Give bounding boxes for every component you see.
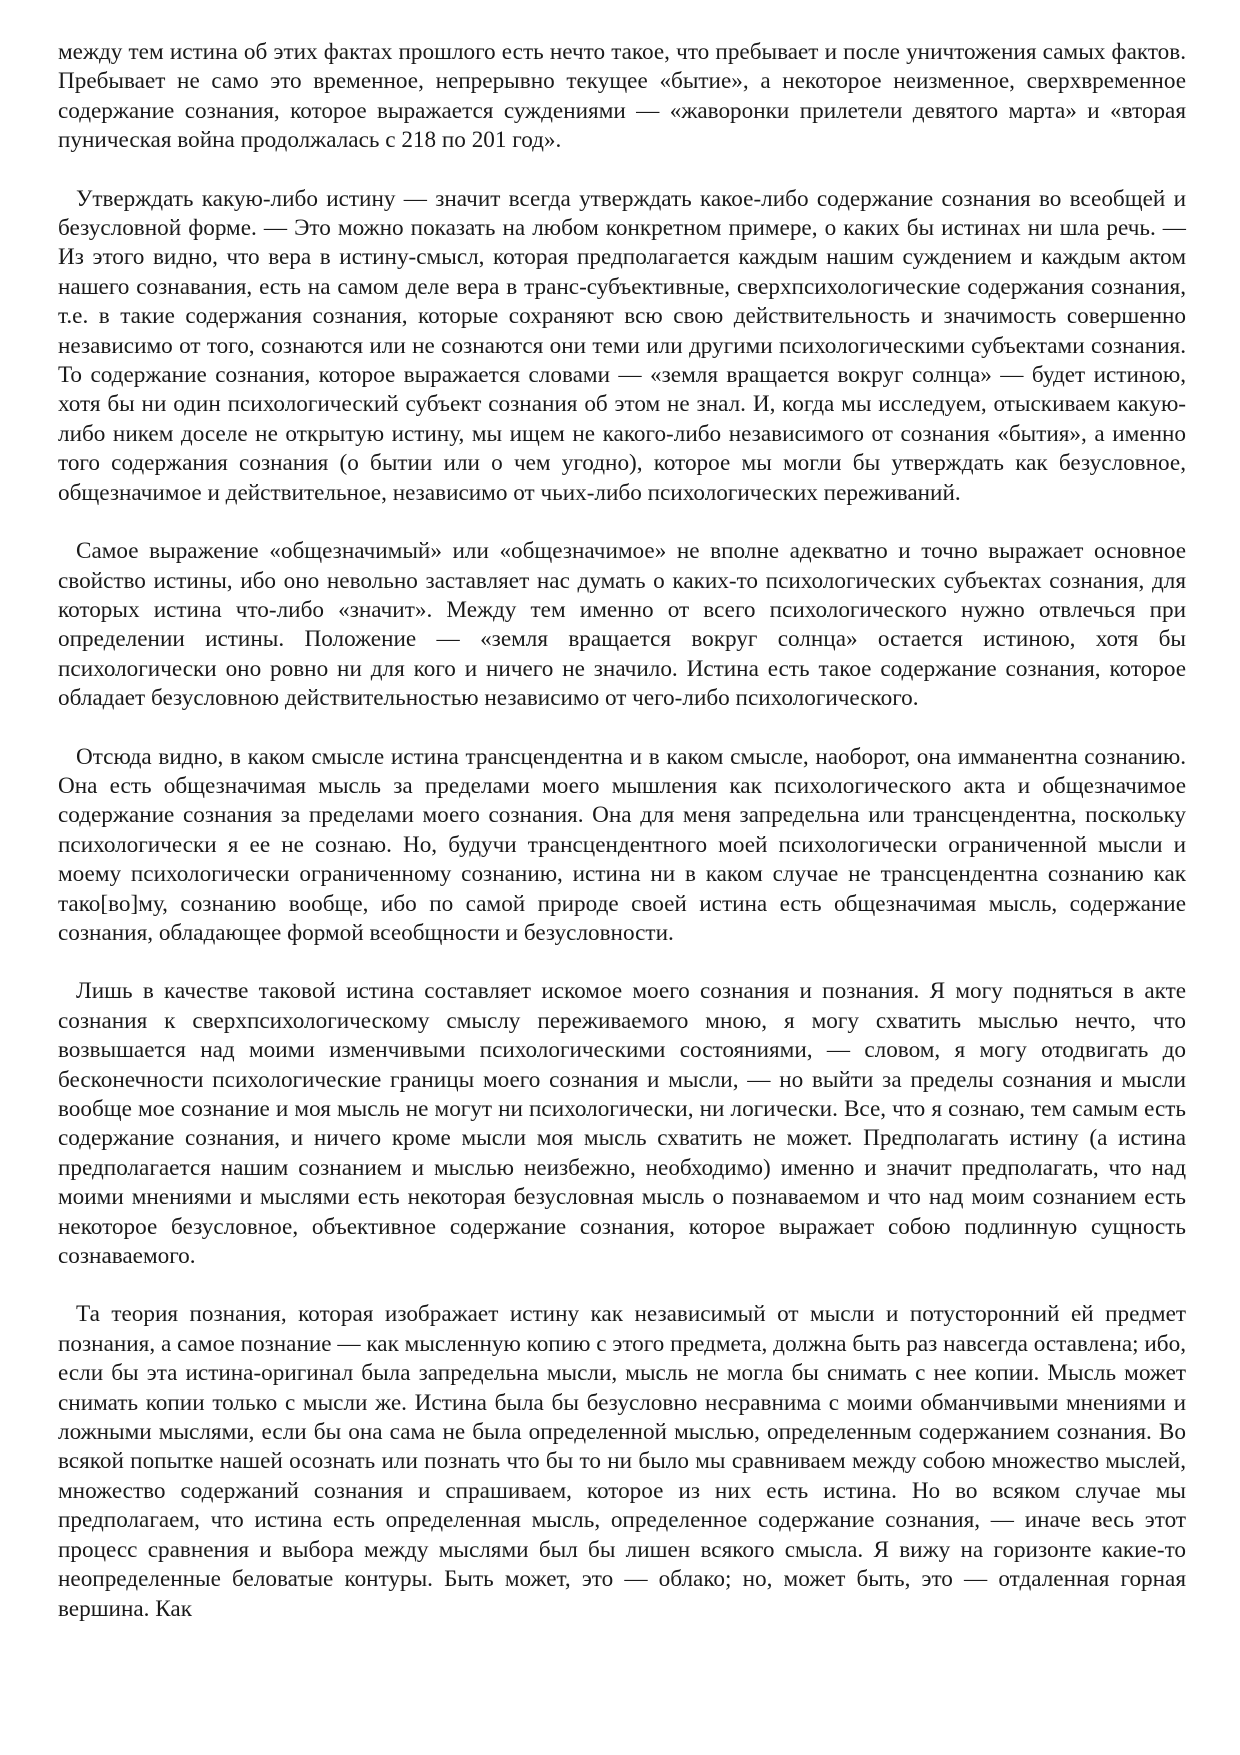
paragraph-3: Самое выражение «общезначимый» или «общезначимое» не вполне адекватно и точно выражает основное свойство истины, ибо оно невольно заставляет нас думать о каких-то психологических субъектах сознания, для которых истина что-либо «значит». Между тем именно от всего психологического нужно отвлечься при определении истины. Положение — «земля вращается вокруг солнца» остается истиною, хотя бы психологически оно ровно ни для кого и ничего не значило. Истина есть такое содержание сознания, которое обладает безусловною действительностью независимо от чего-либо психологического. (58, 538, 1186, 712)
paragraph-5: Лишь в качестве таковой истина составляет искомое моего сознания и познания. Я могу подняться в акте сознания к сверхпсихологическому смыслу переживаемого мною, я могу схватить мыслью нечто, что возвышается над моими изменчивыми психологическими состояниями, — словом, я могу отодвигать до бесконечности психологические границы моего сознания и мысли, — но выйти за пределы сознания и мысли вообще мое сознание и моя мысль не могут ни психологически, ни логически. Все, что я сознаю, тем самым есть содержание сознания, и ничего кроме мысли моя мысль схватить не может. Предполагать истину (а истина предполагается нашим сознанием и мыслью неизбежно, необходимо) именно и значит предполагать, что над моими мнениями и мыслями есть некоторая безусловная мысль о познаваемом и что над моим сознанием есть некоторое безусловное, объективное содержание сознания, которое выражает собою подлинную сущность сознаваемого. (58, 978, 1186, 1270)
paragraph-1: между тем истина об этих фактах прошлого есть нечто такое, что пребывает и после уничтожения самых фактов. Пребывает не само это временное, непрерывно текущее «бытие», а некоторое неизменное, сверхвременное содержание сознания, которое выражается суждениями — «жаворонки прилетели девятого марта» и «вторая пуническая война продолжалась с 218 по 201 год». (58, 39, 1186, 154)
paragraph-4: Отсюда видно, в каком смысле истина трансцендентна и в каком смысле, наоборот, она имманентна сознанию. Она есть общезначимая мысль за пределами моего мышления как психологического акта и общезначимое содержание сознания за пределами моего сознания. Она для меня запредельна или трансцендентна, поскольку психологически я ее не сознаю. Но, будучи трансцендентного моей психологически ограниченной мысли и моему психологически ограниченному сознанию, истина ни в каком случае не трансцендентна сознанию как тако[во]му, сознанию вообще, ибо по самой природе своей истина есть общезначимая мысль, содержание сознания, обладающее формой всеобщности и безусловности. (58, 743, 1186, 946)
paragraph-6: Та теория познания, которая изображает истину как независимый от мысли и потусторонний ей предмет познания, а самое познание — как мысленную копию с этого предмета, должна быть раз навсегда оставлена; ибо, если бы эта истина-оригинал была запредельна мысли, мысль не могла бы снимать с нее копии. Мысль может снимать копии только с мысли же. Истина была бы безусловно несравнима с моими обманчивыми мнениями и ложными мыслями, если бы она сама не была определенной мыслью, определенным содержанием сознания. Во всякой попытке нашей осознать или познать что бы то ни было мы сравниваем между собою множество мыслей, множество содержаний сознания и спрашиваем, которое из них есть истина. Но во всяком случае мы предполагаем, что истина есть определенная мысль, определенное содержание сознания, — иначе весь этот процесс сравнения и выбора между мыслями был бы лишен всякого смысла. Я вижу на горизонте какие-то неопределенные беловатые контуры. Быть может, это — облако; но, может быть, это — отдаленная горная вершина. Как (58, 1301, 1186, 1622)
document-page (58, 38, 1186, 1653)
paragraph-2: Утверждать какую-либо истину — значит всегда утверждать какое-либо содержание сознания во всеобщей и безусловной форме. — Это можно показать на любом конкретном примере, о каких бы истинах ни шла речь. — Из этого видно, что вера в истину-смысл, которая предполагается каждым нашим суждением и каждым актом нашего сознавания, есть на самом деле вера в транс-субъективные, сверхпсихологические содержания сознания, т.е. в такие содержания сознания, которые сохраняют всю свою действительность и значимость совершенно независимо от того, сознаются или не сознаются они теми или другими психологическими субъектами сознания. То содержание сознания, которое выражается словами — «земля вращается вокруг солнца» — будет истиною, хотя бы ни один психологический субъект сознания об этом не знал. И, когда мы исследуем, отыскиваем какую-либо никем доселе не открытую истину, мы ищем не какого-либо независимого от сознания «бытия», а именно того содержания сознания (о бытии или о чем угодно), которое мы могли бы утверждать как безусловное, общезначимое и действительное, независимо от чьих-либо психологических переживаний. (58, 185, 1186, 506)
